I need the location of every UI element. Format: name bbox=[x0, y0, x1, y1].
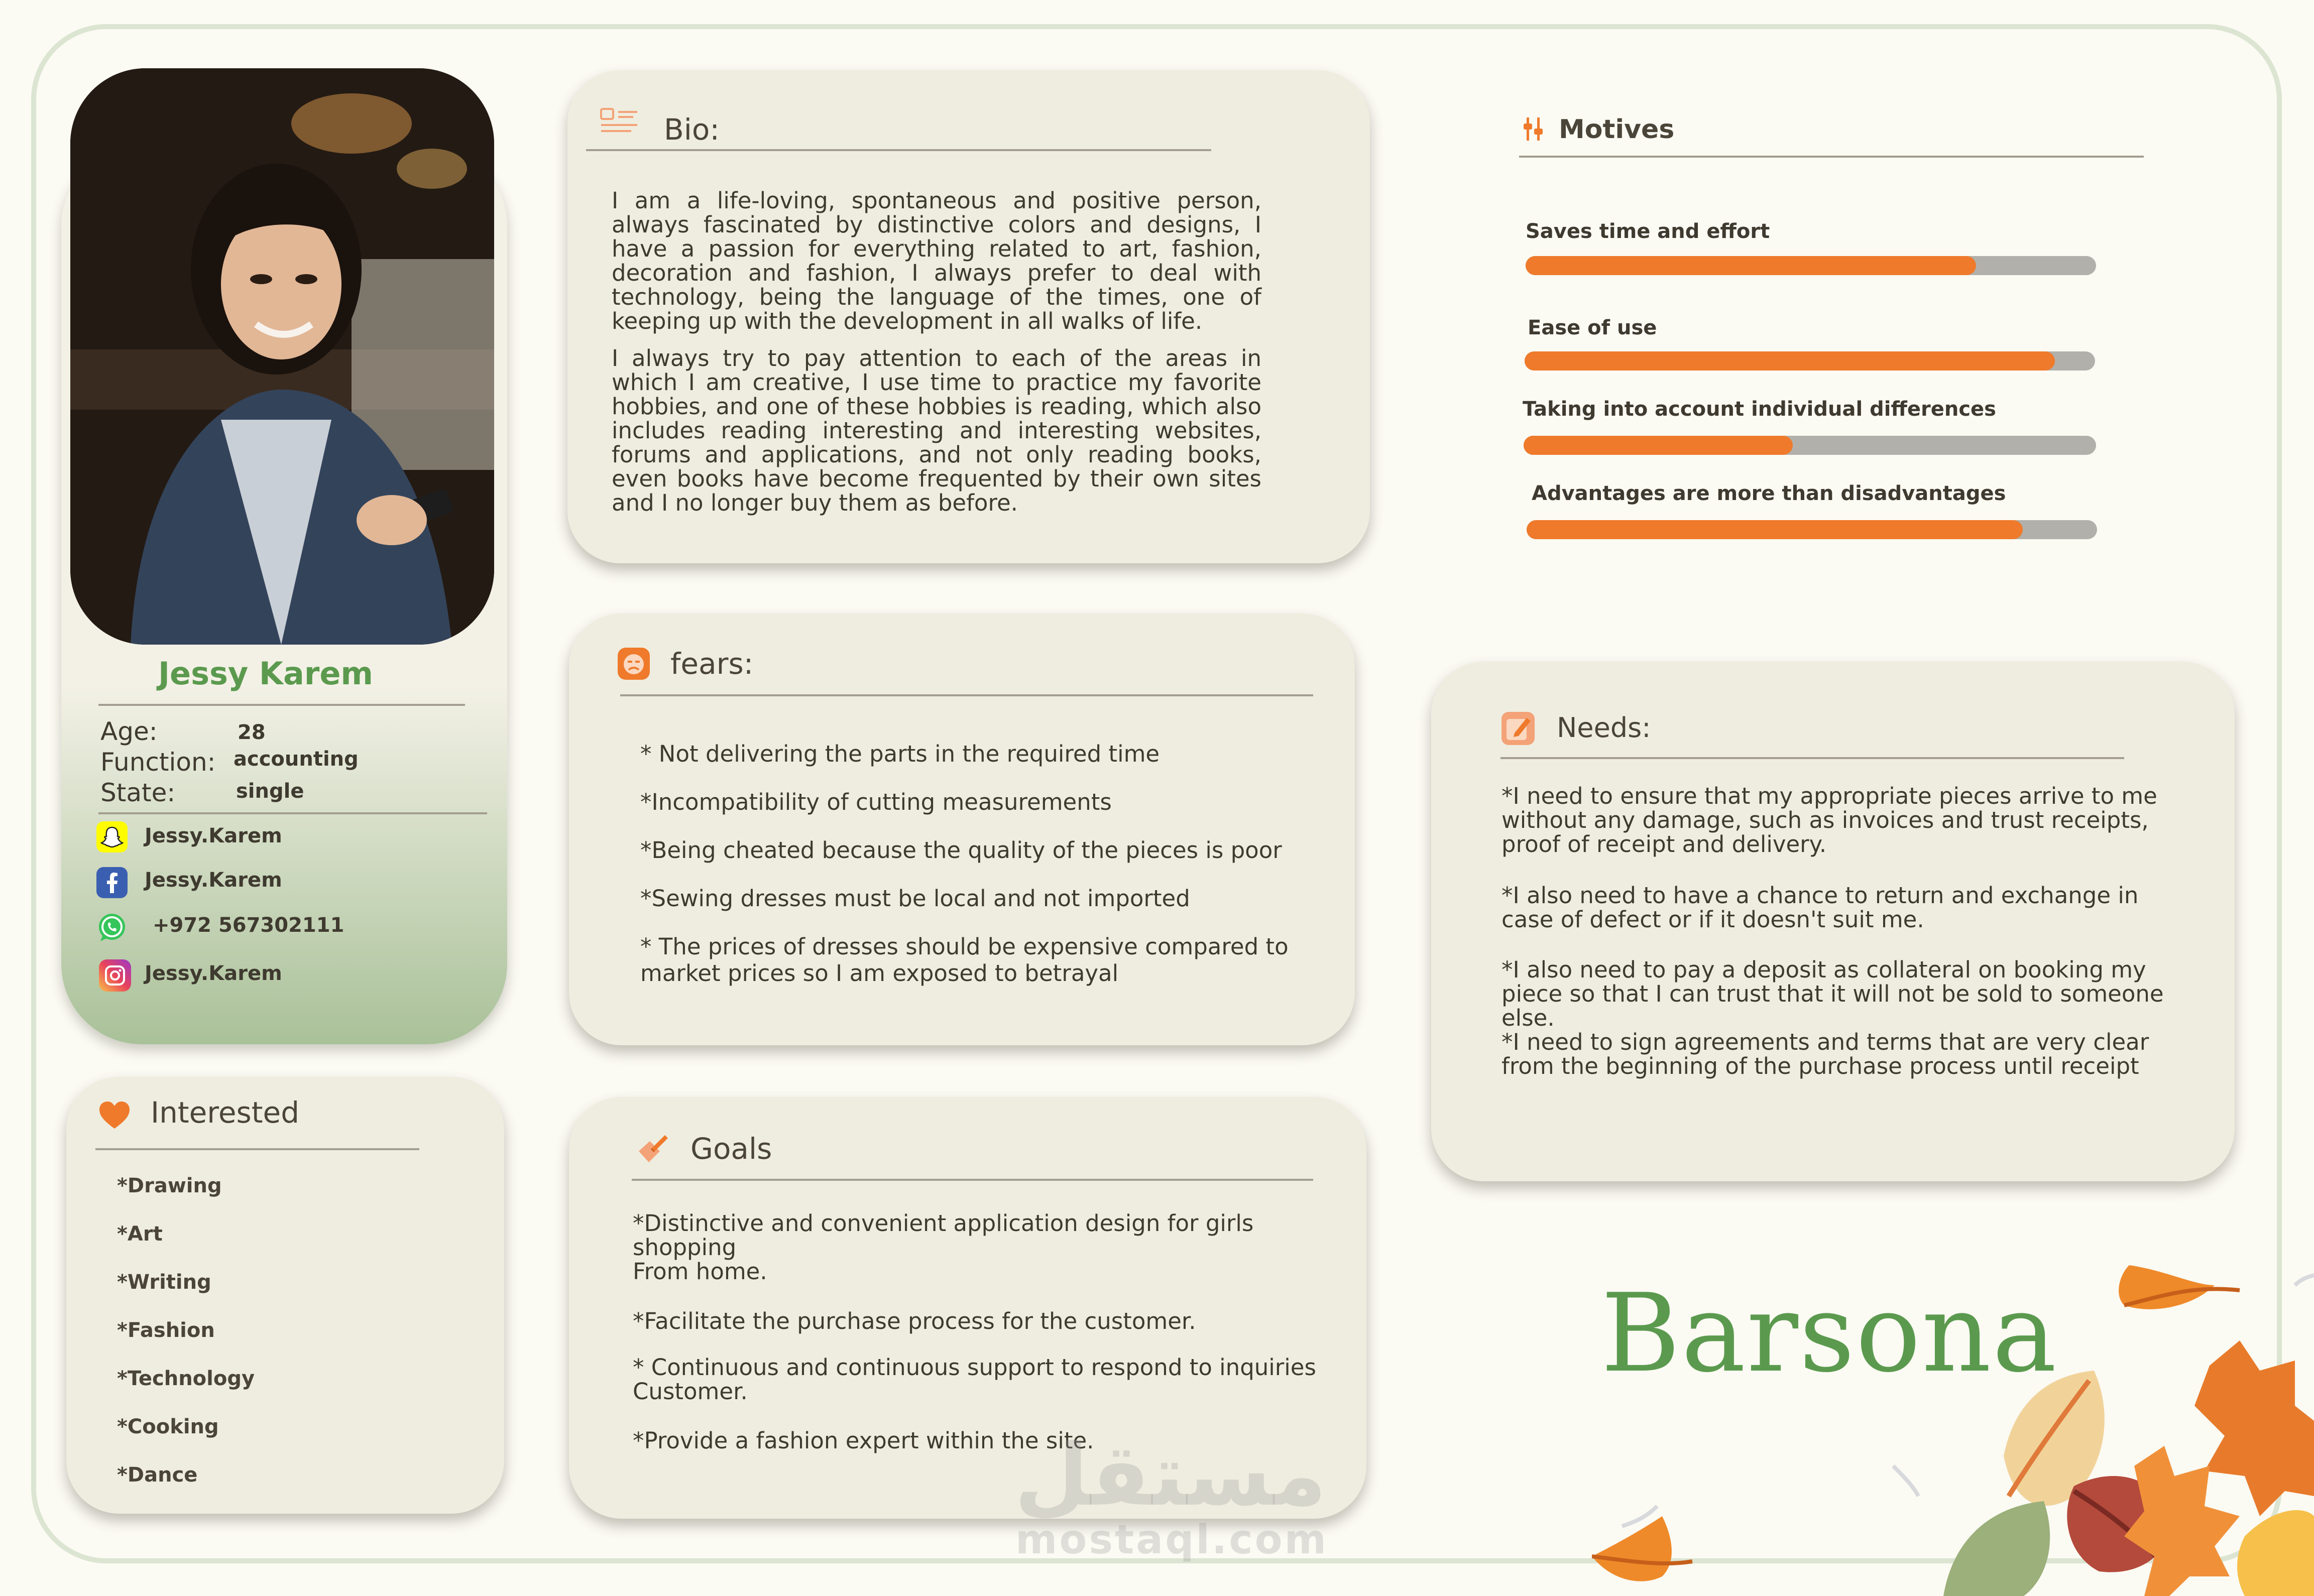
interest-item: *Technology bbox=[117, 1367, 255, 1390]
instagram-icon[interactable] bbox=[99, 959, 131, 992]
document-icon bbox=[600, 108, 638, 136]
whatsapp-number[interactable]: +972 567302111 bbox=[153, 914, 344, 937]
interest-item: *Dance bbox=[117, 1463, 198, 1487]
age-label: Age: bbox=[100, 717, 158, 746]
brand-logo: Barsona bbox=[1601, 1270, 2058, 1396]
watermark-arabic: مستقل bbox=[1014, 1426, 1327, 1525]
fear-item: *Sewing dresses must be local and not imported bbox=[640, 885, 1190, 912]
whatsapp-icon[interactable] bbox=[95, 911, 129, 944]
state-value: single bbox=[236, 780, 304, 803]
bio-paragraph: I am a life-loving, spontaneous and positive person, always fascinated by distinctive colors and designs, I have a passion for everything related to art, fashion, decoration and fashion, I always prefer to deal with technology, being the language of the times, one of keeping up with the development in all walks of life. bbox=[612, 187, 1261, 334]
name-divider bbox=[98, 704, 465, 706]
interest-item: *Writing bbox=[117, 1271, 211, 1294]
motive-label: Saves time and effort bbox=[1526, 220, 1770, 243]
bio-paragraph: I always try to pay attention to each of the areas in which I am creative, I use time to practice my favorite hobbies, and one of these hobbies is reading, which also includes reading interesting and interesting websites, forums and applications, and not only reading books, even books have become frequented by their own sites and I no longer buy them as before. bbox=[612, 345, 1261, 516]
interested-divider bbox=[95, 1148, 419, 1150]
motive-bar-fill bbox=[1524, 436, 1793, 455]
interest-item: *Fashion bbox=[117, 1319, 215, 1342]
sliders-icon bbox=[1523, 116, 1545, 142]
fear-item: *Being cheated because the quality of the pieces is poor bbox=[640, 837, 1282, 864]
state-label: State: bbox=[100, 778, 176, 807]
needs-title: Needs: bbox=[1557, 712, 1651, 744]
function-value: accounting bbox=[234, 748, 359, 771]
instagram-handle[interactable]: Jessy.Karem bbox=[145, 962, 282, 985]
motives-title: Motives bbox=[1559, 114, 1675, 145]
motive-label: Advantages are more than disadvantages bbox=[1532, 482, 2006, 505]
fear-item: *Incompatibility of cutting measurements bbox=[640, 789, 1112, 815]
motive-bar bbox=[1525, 351, 2095, 371]
motive-label: Ease of use bbox=[1528, 316, 1657, 339]
need-item: *I need to ensure that my appropriate pieces arrive to me without any damage, such as invoices and trust receipts, proof of receipt and delivery. bbox=[1501, 783, 2157, 857]
bio-divider bbox=[586, 149, 1211, 151]
facebook-icon[interactable] bbox=[96, 867, 128, 898]
motive-bar-fill bbox=[1527, 520, 2023, 539]
interest-item: *Drawing bbox=[117, 1174, 222, 1197]
edit-icon bbox=[1501, 712, 1535, 745]
goals-divider bbox=[632, 1179, 1313, 1181]
interest-item: *Cooking bbox=[117, 1415, 219, 1438]
goal-item: * Continuous and continuous support to respond to inquiries Customer. bbox=[633, 1354, 1316, 1405]
need-item: *I also need to have a chance to return and exchange in case of defect or if it doesn't suit me. bbox=[1501, 882, 2139, 933]
snapchat-handle[interactable]: Jessy.Karem bbox=[145, 824, 282, 847]
function-label: Function: bbox=[100, 748, 216, 777]
motive-label: Taking into account individual differences bbox=[1523, 398, 1996, 421]
age-value: 28 bbox=[238, 721, 266, 744]
bio-text bbox=[612, 189, 1261, 515]
motive-bar-fill bbox=[1526, 256, 1976, 275]
watermark-latin: mostaql.com bbox=[1015, 1516, 1328, 1563]
fears-title: fears: bbox=[670, 647, 754, 681]
sad-face-icon bbox=[618, 648, 650, 680]
interested-card bbox=[66, 1077, 504, 1514]
portrait-illustration bbox=[70, 68, 494, 645]
motive-bar-fill bbox=[1525, 351, 2055, 371]
goal-item: *Facilitate the purchase process for the customer. bbox=[633, 1308, 1196, 1334]
autumn-leaves-decoration bbox=[1592, 1255, 2314, 1596]
goal-item: *Provide a fashion expert within the site. bbox=[633, 1427, 1094, 1454]
fear-item: * The prices of dresses should be expensive compared to market prices so I am exposed to betrayal bbox=[640, 933, 1289, 987]
fear-item: * Not delivering the parts in the required time bbox=[640, 741, 1160, 767]
interested-title: Interested bbox=[151, 1095, 300, 1130]
pencil-note-icon bbox=[637, 1131, 670, 1164]
goal-item: *Distinctive and convenient application design for girls shopping From home. bbox=[633, 1210, 1254, 1285]
motive-bar bbox=[1524, 436, 2096, 455]
snapchat-icon[interactable] bbox=[96, 821, 128, 852]
motive-bar bbox=[1527, 520, 2097, 539]
needs-divider bbox=[1500, 757, 2124, 759]
interest-item: *Art bbox=[117, 1222, 163, 1246]
heart-icon bbox=[98, 1100, 131, 1130]
motives-divider bbox=[1519, 156, 2144, 158]
profile-photo bbox=[70, 68, 494, 645]
details-divider bbox=[98, 812, 487, 814]
bio-title: Bio: bbox=[664, 112, 720, 147]
facebook-handle[interactable]: Jessy.Karem bbox=[145, 869, 282, 892]
motive-bar bbox=[1526, 256, 2096, 275]
fears-divider bbox=[620, 694, 1313, 696]
need-item: *I also need to pay a deposit as collateral on booking my piece so that I can trust that it will not be sold to someone else. *I need to sign agreements and terms that are very clear from the beginning of the purchase process until receipt bbox=[1501, 956, 2164, 1079]
profile-name: Jessy Karem bbox=[158, 655, 374, 692]
goals-title: Goals bbox=[690, 1132, 772, 1166]
